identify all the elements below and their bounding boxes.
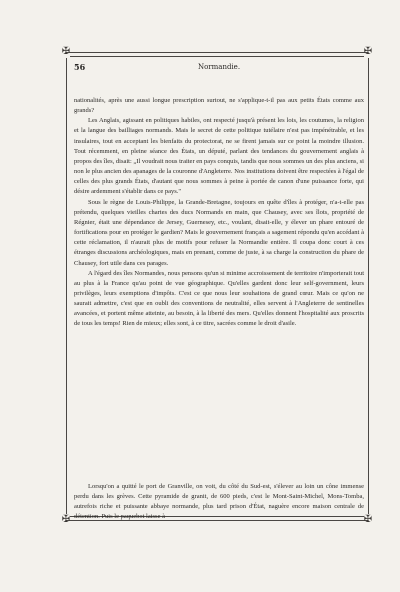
- paragraph-4: A l'égard des îles Normandes, nous pensons qu'un si minime accroissement de territoire n'importerait tout au plus à la France qu'au point de vue géographique. Qu'elles gardent donc leur self-government, leurs privilèges, leurs exemptions d'impôts. C'est ce que nous leur souhaitons de grand cœur. Mais ce qu'on ne saurait admettre, c'est que en oubli des conventions de neutralité, elles servent à l'Angleterre de sentinelles avancées, et portent même atteinte, au besoin, à la liberté des mers. Qu'elles donnent l'hospitalité aux proscrits de tous les temps! Rien de mieux; elles sont, à ce titre, sacrées comme le droit d'asile.: [74, 269, 364, 328]
- frame-right-rule: [368, 58, 369, 514]
- frame-top-rule: [66, 52, 368, 53]
- corner-ornament-top-left: ✠: [61, 46, 71, 57]
- frame-top-inner-rule: [70, 56, 364, 57]
- paragraph-2: Les Anglais, agissant en politiques habiles, ont respecté jusqu'à présent les lois, les coutumes, la religion et la langue des bailliages normands. Mais le secret de cette politique tutélaire n'est pas impénétrable, et les insulaires, tout en acceptant les bienfaits du protectorat, ne se firent jamais sur ce point la moindre illusion. Tout récemment, en pleine séance des États, un député, parlant des tendances du gouvernement anglais à propos des îles, disait: „Il voudrait nous traiter en pays conquis, tandis que nous sommes un des plus anciens, si non le plus ancien des apanages de la couronne d'Angleterre. Nos institutions doivent être respectées à l'égal de celles des plus grands États, d'autant que nous sommes à peine à portée de canon d'une puissance forte, qui désire ardemment s'établir dans ce pays.": [74, 117, 364, 196]
- corner-ornament-bottom-left: ✠: [61, 514, 71, 525]
- paragraph-1: nationalités, après une aussi longue prescription surtout, ne s'applique-t-il pas aux petits États comme aux grands?: [74, 97, 364, 115]
- paragraph-3: Sous le règne de Louis-Philippe, la Grande-Bretagne, toujours en quête d'îles à protéger, n'a-t-elle pas prétendu, quelques vieilles chartes des ducs Normands en main, que Chausey, avec ses îlots, propriété de Régnier, était une dépendance de Jersey, Guernesey, etc., voulant, disait-elle, y élever un phare entouré de fortifications pour en protéger le gardien? Mais le gouvernement français a sagement répondu qu'en accédant à cette réclamation, il n'aurait plus de motifs pour refuser la Normandie entière. Il coupa donc court à ces étranges discussions archéologiques, mais en prenant, comme de juste, à sa charge la construction du phare de Chausey, fort utile dans ces parages.: [74, 198, 364, 267]
- paragraph-5: Lorsqu'on a quitté le port de Granville, on voit, du côté du Sud-est, s'élever au loin un cône immense perdu dans les grèves. Cette pyramide de granit, de 600 pieds, c'est le Mont-Saint-Michel, Mons-Tomba, autrefois riche et puissante abbaye normande, plus tard prison d'État, naguère encore maison centrale de détention. Puis le paquebot laisse à: [74, 483, 364, 521]
- frame-left-rule: [66, 58, 67, 514]
- running-title: Normandie.: [197, 63, 241, 71]
- corner-ornament-bottom-right: ✠: [363, 514, 373, 525]
- page-number: 56: [74, 62, 86, 72]
- page-header: [74, 62, 364, 78]
- body-text: [74, 96, 364, 330]
- corner-ornament-top-right: ✠: [363, 46, 373, 57]
